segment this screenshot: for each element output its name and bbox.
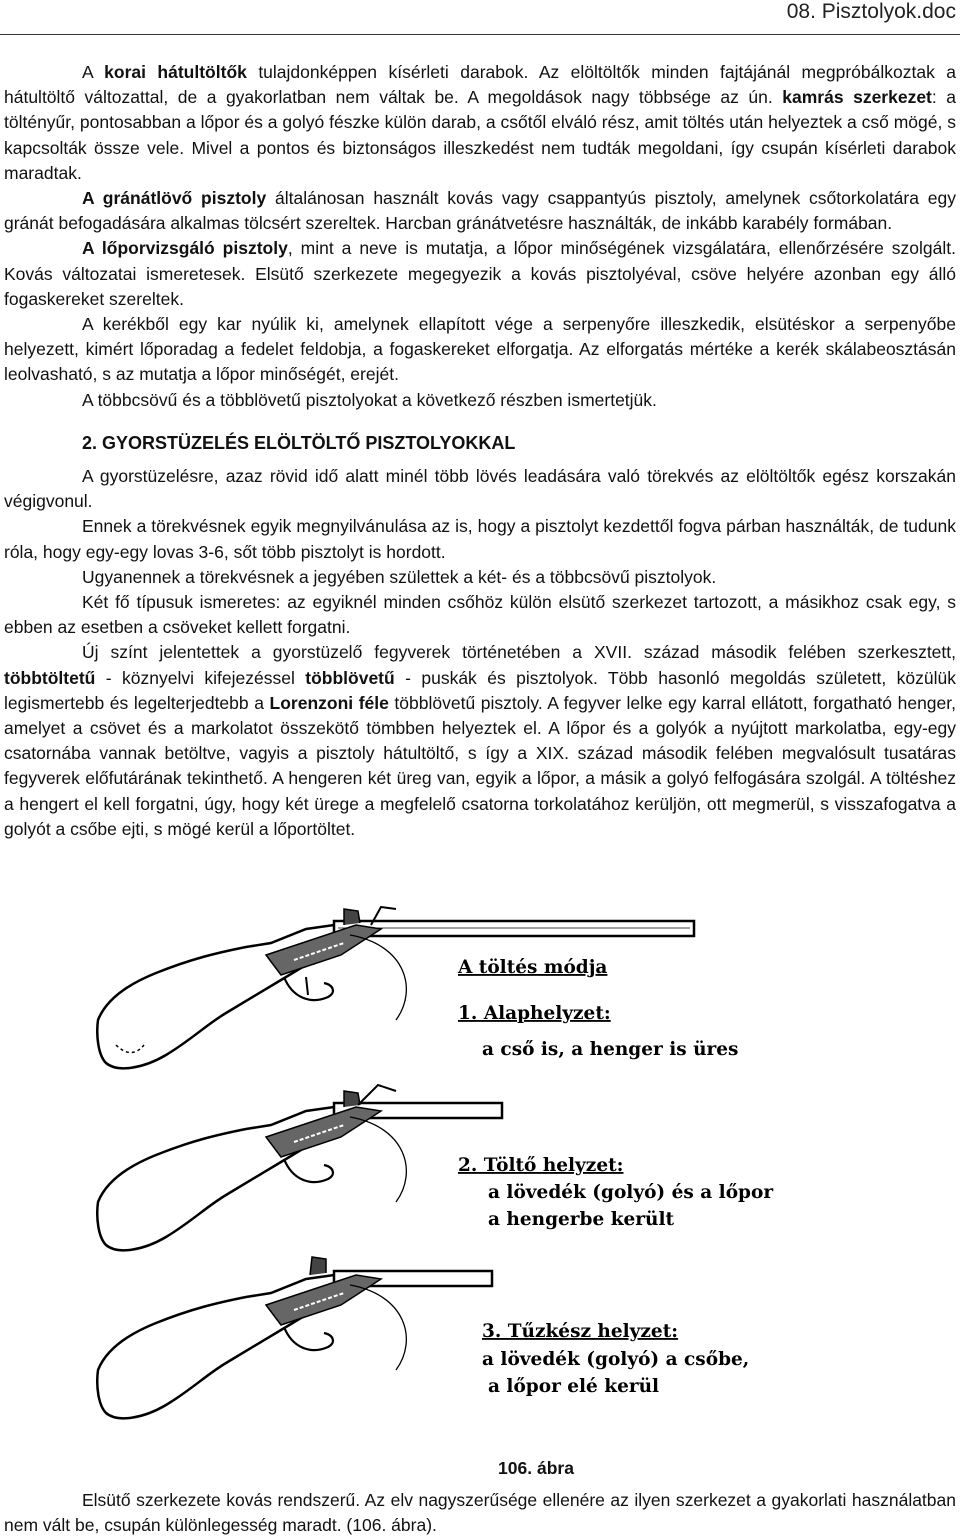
step2-desc-2: a hengerbe került: [488, 1209, 675, 1230]
paragraph-early-breechloaders: A korai hátultöltők tulajdonképpen kísérleti darabok. Az elöltöltők minden fajtájánál megpróbálkoztak a hátultöltő változattal, de a gyakorlatban nem váltak be. A megoldások nagy többsége az ún. kamrás szerkezet: a töltényűr, pontosabban a lőpor és a golyó fészke külön darab, a csőtől elváló rész, amit töltés után helyeztek a cső mögé, s kapcsolták össze vele. Mivel a pontos és biztonságos illeszkedést nem tudták megoldani, így csupán kísérleti darabok maradtak.: [4, 62, 957, 183]
step2-heading: 2. Töltő helyzet:: [458, 1155, 624, 1176]
closing-paragraph-block: [4, 1488, 956, 1538]
figure-title: A töltés módja: [458, 957, 608, 978]
paragraph-lorenzoni: Új színt jelentettek a gyorstüzelő fegyverek történetében a XVII. század második felében szerkesztett, többtöltetű - köznyelvi kifejezéssel többlövetű - puskák és pisztolyok. Több hasonló megoldás született, közülük legismertebb és legelterjedtebb a Lorenzoni féle többlövetű pisztoly. A fegyver lelke egy karral ellátott, forgatható henger, amelyet a csövet és a markolatot összekötő tömbben helyeztek el. A lőpor és a golyók a nyújtott markolatba, egy-egy csatornába vannak betöltve, vagyis a pisztoly hátultöltő, s így a XIX. század második felében megvalósult tusatáras fegyverek előfutárának tekinthető. A hengeren két üreg van, egyik a lőpor, a másik a golyó felfogására szolgál. A töltéshez a hengert el kell forgatni, úgy, hogy két ürege a megfelelő csatorna torkolatához kerüljön, ott megmerül, s visszafogatva a golyót a csőbe ejti, s mögé kerül a lőportöltet.: [4, 642, 956, 839]
paragraph-multi-barrel: Ugyanennek a törekvésnek a jegyében születtek a két- és a többcsövű pisztolyok.: [82, 566, 717, 587]
step2-desc-1: a lövedék (golyó) és a lőpor: [488, 1182, 774, 1203]
pistol-illustration-firing: [97, 1257, 492, 1418]
step3-desc-2: a lőpor elé kerül: [488, 1376, 660, 1397]
article-body: [4, 60, 956, 842]
paragraph-next-part: A többcsövű és a többlövetű pisztolyokat a következő részben ismertetjük.: [82, 389, 657, 410]
loading-diagram: [96, 905, 816, 1450]
figure-number: 106. ábra: [498, 1458, 574, 1478]
section-heading: 2. GYORSTÜZELÉS ELÖLTÖLTŐ PISZTOLYOKKAL: [82, 432, 516, 453]
step3-desc-1: a lövedék (golyó) a csőbe,: [482, 1349, 750, 1370]
paragraph-closing: Elsütő szerkezete kovás rendszerű. Az elv nagyszerűsége ellenére az ilyen szerkezet a gyakorlati használatban nem vált be, csupán különlegesség maradt. (106. ábra).: [4, 1490, 956, 1536]
header-rule: [0, 34, 960, 35]
paragraph-rapid-fire: A gyorstüzelésre, azaz rövid idő alatt minél több lövés leadására való törekvés az elöltöltők egész korszakán végigvonul.: [4, 466, 956, 512]
paragraph-wheel-lever: A kerékből egy kar nyúlik ki, amelynek ellapított vége a serpenyőre illeszkedik, elsütéskor a serpenyőbe helyezett, kimért lőporadag a fedelet feldobja, a fogaskereket elforgatja. Az elforgatás mértéke a kerék skálabeosztásán leolvasható, s az mutatja a lőpor minőségét, erejét.: [4, 314, 956, 385]
paragraph-pairs: Ennek a törekvésnek egyik megnyilvánulása az is, hogy a pisztolyt kezdettől fogva párban használták, de tudunk róla, hogy egy-egy lovas 3-6, sőt több pisztolyt is hordott.: [4, 516, 956, 562]
document-title: 08. Pisztolyok.doc: [786, 0, 956, 23]
step3-heading: 3. Tűzkész helyzet:: [482, 1321, 679, 1342]
step1-heading: 1. Alaphelyzet:: [458, 1003, 611, 1024]
paragraph-two-types: Két fő típusuk ismeretes: az egyiknél minden csőhöz külön elsütő szerkezet tartozott, a másikhoz csak egy, s ebben az esetben a csöveket kellett forgatni.: [4, 592, 956, 638]
paragraph-powder-tester: A lőporvizsgáló pisztoly, mint a neve is mutatja, a lőpor minőségének vizsgálatára, ellenőrzésére szolgált. Kovás változatai ismeretesek. Elsütő szerkezete megegyezik a kovás pisztolyéval, csöve helyére azonban egy álló fogaskereket szereltek.: [4, 238, 956, 309]
paragraph-grenade-pistol: A gránátlövő pisztoly általánosan használt kovás vagy csappantyús pisztoly, amelynek csőtorkolatára egy gránát befogadására alkalmas tölcsért szereltek. Harcban gránátvetésre használták, de inkább karabély formában.: [4, 188, 956, 234]
pistol-illustration-loading: [97, 1085, 502, 1250]
step1-desc: a cső is, a henger is üres: [482, 1039, 739, 1060]
